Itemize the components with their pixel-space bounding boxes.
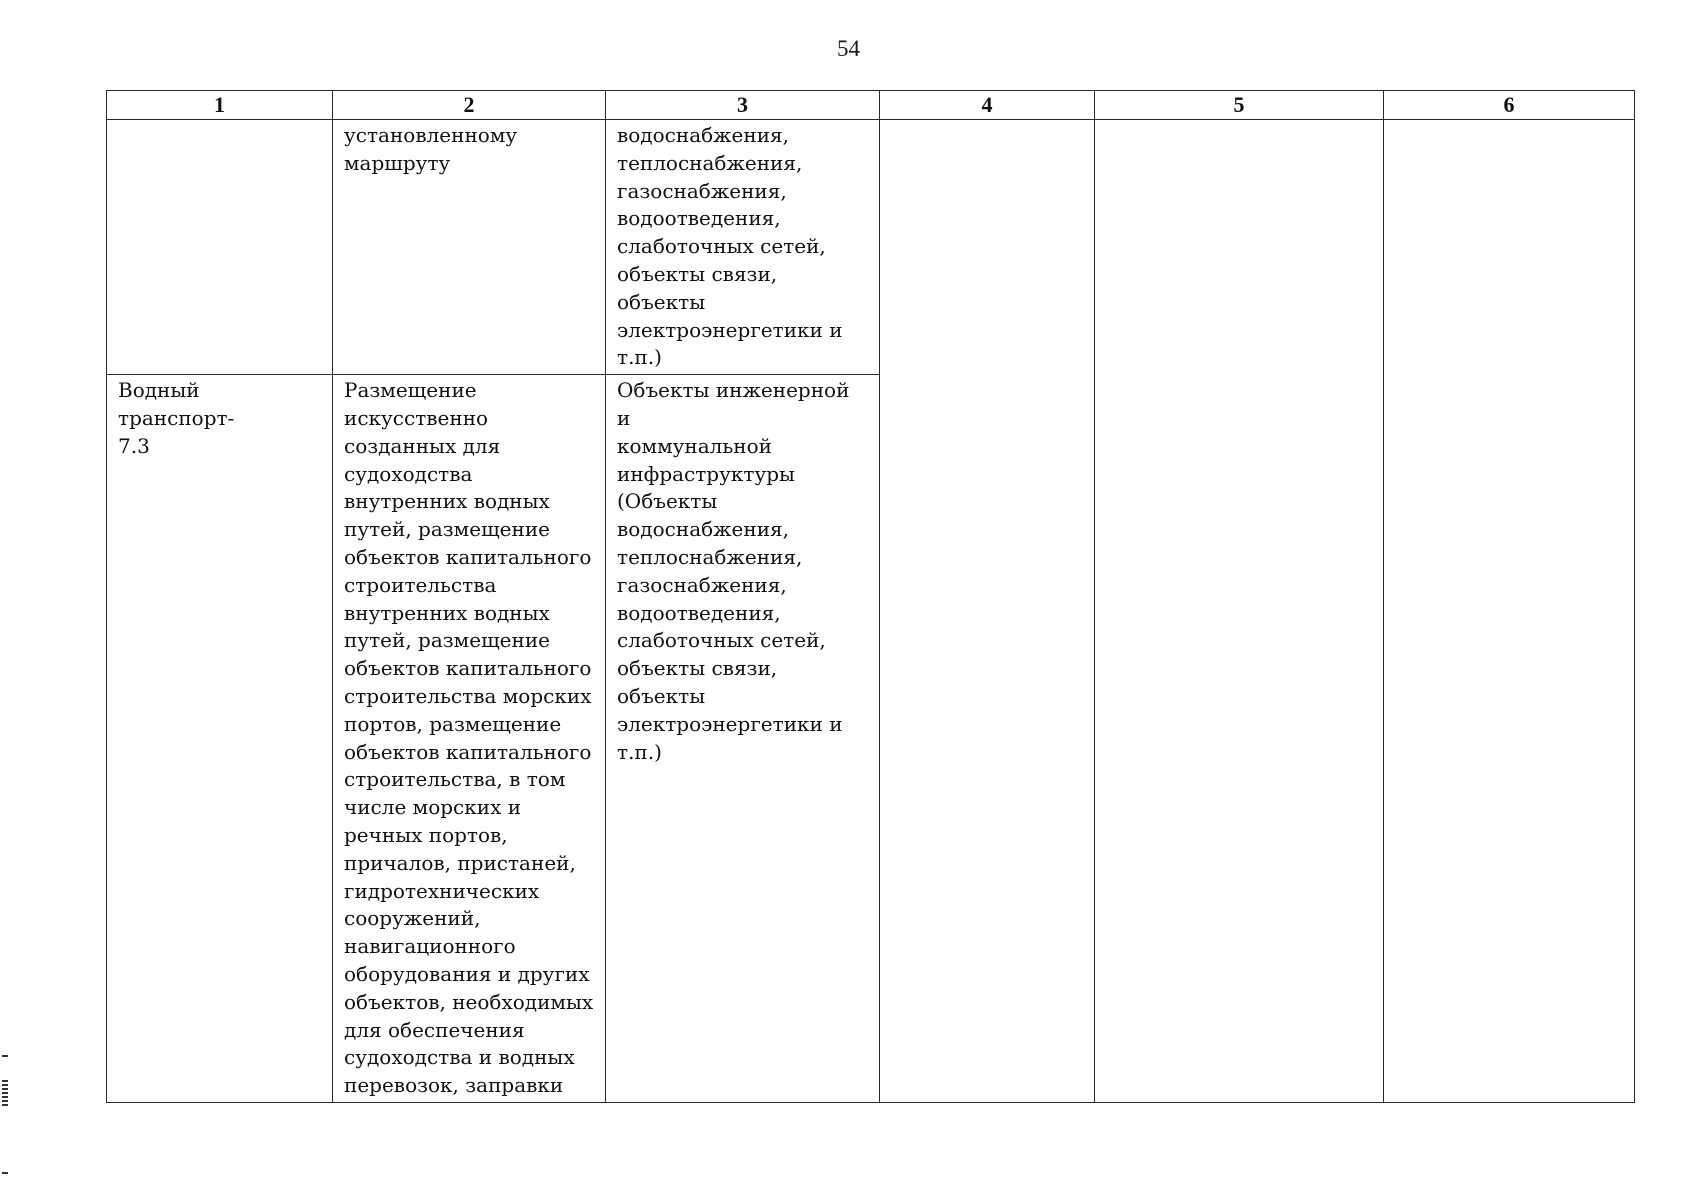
cell-text: установленному маршруту (344, 123, 518, 175)
table-cell-auxiliary-use (606, 120, 880, 375)
scan-edge-mark (2, 1055, 8, 1057)
cell-text (1095, 120, 1383, 124)
land-use-table (106, 90, 1635, 1103)
table-row (107, 120, 1635, 375)
table-cell-column-5 (1095, 120, 1384, 1103)
cell-text (107, 120, 332, 124)
column-header-3: 3 (606, 91, 880, 120)
page-number: 54 (837, 36, 860, 61)
table-cell-auxiliary-use (606, 375, 880, 1103)
cell-text: Объекты инженерной и коммунальной инфраструктуры (Объекты водоснабжения, теплоснабжения, газоснабжения, водоотведения, слаботочных сетей, объекты связи, объекты электроэнергетики и т.п.) (617, 378, 850, 764)
column-header-2: 2 (333, 91, 606, 120)
cell-text: Водный транспорт- 7.3 (118, 378, 235, 458)
scan-edge-mark (2, 1080, 8, 1106)
table-cell-column-6 (1384, 120, 1635, 1103)
cell-text: Размещение искусственно созданных для судоходства внутренних водных путей, размещение объектов капитального строительства внутренних водных путей, размещение объектов капитального строительства морских портов, размещение объектов капитального строительства, в том числе морских и речных портов, причалов, пристаней, гидротехнических сооружений, навигационного оборудования и других объектов, необходимых для обеспечения судоходства и водных перевозок, заправки (344, 378, 594, 1098)
table-cell-use-type (107, 120, 333, 375)
table-header-row (107, 91, 1635, 120)
table-cell-use-type (107, 375, 333, 1103)
table-cell-column-4 (880, 120, 1095, 1103)
cell-text (1384, 120, 1634, 124)
table-cell-description (333, 120, 606, 375)
scan-edge-mark (2, 1172, 8, 1174)
column-header-6: 6 (1384, 91, 1635, 120)
table-cell-description (333, 375, 606, 1103)
column-header-1: 1 (107, 91, 333, 120)
column-header-5: 5 (1095, 91, 1384, 120)
column-header-4: 4 (880, 91, 1095, 120)
cell-text (880, 120, 1094, 124)
cell-text: водоснабжения, теплоснабжения, газоснабжения, водоотведения, слаботочных сетей, объекты связи, объекты электроэнергетики и т.п.) (617, 123, 843, 370)
